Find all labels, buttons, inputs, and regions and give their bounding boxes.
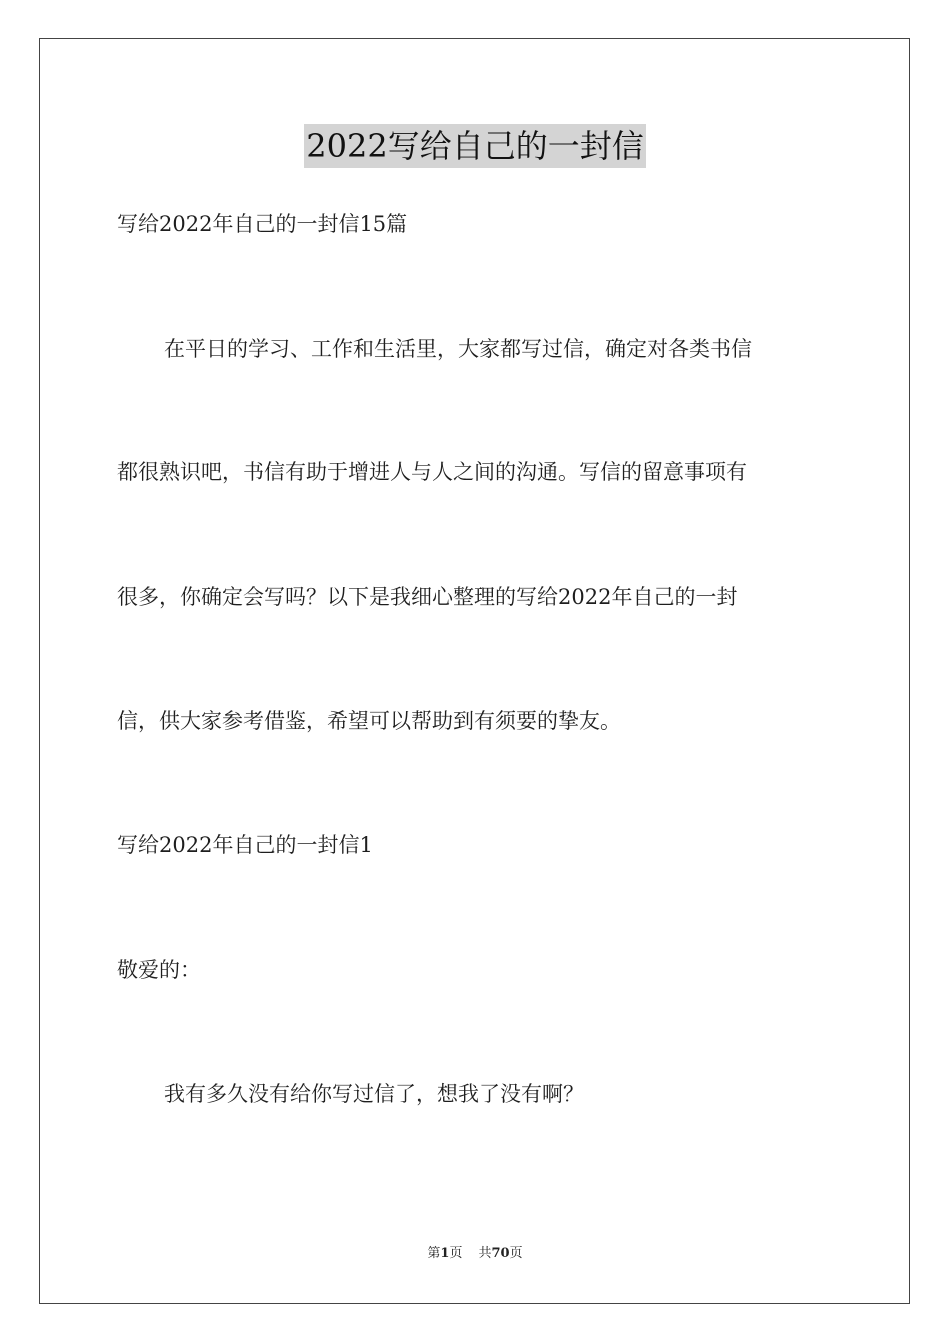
body-line-1: 我有多久没有给你写过信了，想我了没有啊？ (164, 1082, 584, 1106)
total-suffix: 页 (509, 1246, 523, 1261)
document-title: 2022写给自己的一封信 (304, 124, 645, 168)
page-prefix: 第 (427, 1246, 441, 1261)
document-subtitle: 写给2022年自己的一封信15篇 (117, 212, 408, 236)
total-pages: 70 (491, 1246, 510, 1261)
intro-line-3: 很多，你确定会写吗？以下是我细心整理的写给2022年自己的一封 (117, 585, 738, 609)
title-container (0, 124, 950, 168)
total-prefix: 共 (478, 1246, 492, 1261)
section-heading: 写给2022年自己的一封信1 (117, 833, 373, 857)
page-suffix: 页 (449, 1246, 463, 1261)
intro-line-1: 在平日的学习、工作和生活里，大家都写过信，确定对各类书信 (164, 337, 752, 361)
page-number: 1 (440, 1246, 450, 1261)
intro-line-2: 都很熟识吧，书信有助于增进人与人之间的沟通。写信的留意事项有 (117, 460, 747, 484)
intro-line-4: 信，供大家参考借鉴，希望可以帮助到有须要的挚友。 (117, 709, 621, 733)
salutation: 敬爱的： (117, 958, 201, 982)
page-footer (0, 1245, 950, 1263)
